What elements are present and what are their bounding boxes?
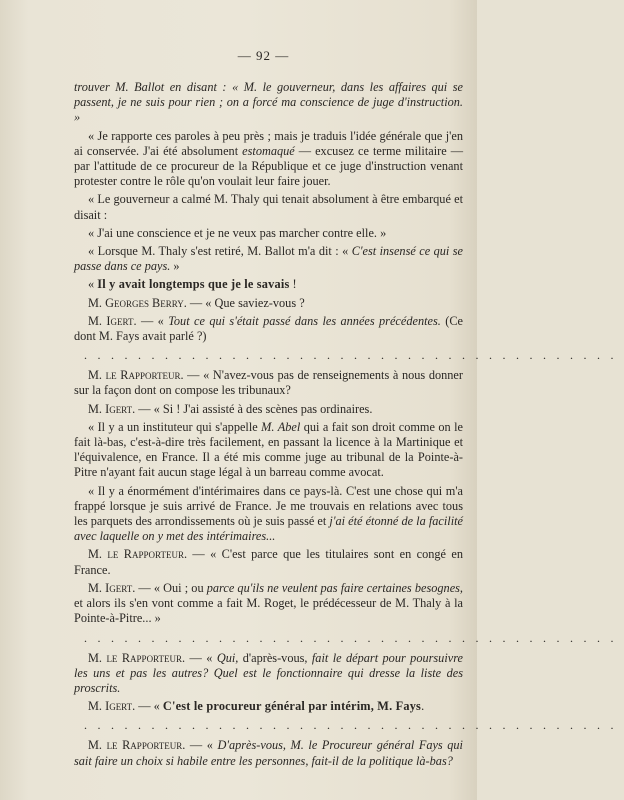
text-segment: parce qu'ils ne veulent pas faire certaines besognes, (206, 580, 464, 595)
text-segment: et alors ils s'en vont comme a fait M. Roget, le prédécesseur de M. Thaly à la Pointe-à-Pitre... » (74, 596, 463, 626)
paragraph (74, 651, 463, 697)
text-segment: Igert (105, 580, 133, 595)
text-segment: le Rapporteur (106, 650, 183, 665)
text-segment: Igert (105, 699, 133, 714)
text-segment: « Il y a énormément d'intérimaires dans ce pays-là. C'est une chose qui m'a frappé lorsque je suis arrivé de France. Je me trouvais en relations avec tous les parquets des arrondissements où je suis passé et (74, 483, 463, 529)
text-segment: C'est le procureur général par intérim, M. Fays (162, 699, 422, 714)
text-segment: . — « (132, 699, 163, 714)
paragraph (74, 402, 463, 417)
paragraph (74, 368, 463, 398)
text-segment: le Rapporteur (107, 547, 184, 562)
text-segment: . — « N'avez-vous pas de renseignements à nous donner sur la façon dont on compose les tribunaux? (74, 368, 463, 398)
paragraph (74, 80, 463, 126)
text-segment: . — « Que saviez-vous ? (183, 295, 305, 310)
text-segment: trouver M. Ballot en disant : (74, 80, 233, 94)
text-segment: » (170, 259, 180, 274)
paragraph (74, 484, 463, 545)
text-segment: j'ai été étonné de la facilité avec laquelle on y met des intérimaires... (74, 514, 463, 544)
text-segment: Il y avait longtemps que je le savais (97, 277, 290, 292)
paragraph (74, 296, 463, 311)
ellipsis-separator: ........................................ (84, 718, 624, 733)
text-segment: Tout ce qui s'était passé dans les années précédentes. (168, 313, 441, 328)
paragraph (74, 129, 463, 190)
text-segment: d'après-vous, (238, 650, 312, 665)
text-segment: qui a fait son droit comme on le fait là-bas, c'est-à-dire très facilement, en passant la licence à la Martinique et l'équivalence, en France. Il a été mis comme juge au tribunal de la Pointe-à-Pitre n'ayant fait aucun stage légal à un barreau comme avocat. (74, 419, 463, 480)
text-segment: M. Abel (261, 419, 301, 434)
text-segment: . — « (182, 650, 217, 665)
ellipsis-separator: ........................................ (84, 630, 624, 645)
paragraph (74, 314, 463, 344)
text-segment: fait le départ pour poursuivre les uns et pas les autres? Quel est le fonctionnaire qui dresse la liste des proscrits. (74, 650, 463, 695)
text-segment: « Lorsque M. Thaly s'est retiré, M. Ballot m'a dit : « (88, 244, 352, 259)
page-body (74, 80, 624, 769)
ellipsis-separator: ........................................ (84, 348, 624, 363)
text-segment: M. (88, 650, 107, 665)
paragraph (74, 226, 463, 241)
paragraph (74, 277, 463, 292)
text-segment: M. (88, 313, 107, 328)
text-segment: M. (88, 401, 106, 416)
text-segment: Igert (106, 313, 134, 328)
text-segment: D'après-vous, M. le Procureur général Fays qui sait faire un choix si habile entre les personnes, fait-il de la politique là-bas? (74, 738, 463, 768)
text-segment: M. (88, 699, 106, 714)
text-segment: . (421, 699, 425, 714)
paragraph (74, 699, 463, 714)
text-segment: . — « Oui ; ou (132, 580, 207, 595)
text-segment: M. (88, 295, 106, 310)
text-segment: Georges Berry (105, 295, 184, 310)
text-segment: . — « Si ! J'ai assisté à des scènes pas ordinaires. (132, 401, 373, 416)
text-segment: . — « (133, 313, 169, 328)
text-segment: estomaqué (242, 143, 295, 158)
text-segment: ! (289, 277, 297, 292)
text-segment: M. (88, 580, 106, 595)
page-number: — 92 — (237, 48, 290, 63)
text-segment: M. (88, 738, 107, 753)
paragraph (74, 738, 463, 768)
text-segment: Igert (105, 401, 133, 416)
text-segment: le Rapporteur (105, 368, 181, 383)
text-segment: le Rapporteur (106, 738, 183, 753)
text-segment: — excusez ce terme militaire — par l'attitude de ce procureur de la République et ce juge d'instruction venant protester contre le rôle qu'on voulait leur faire jouer. (74, 143, 463, 189)
text-segment: Qui, (216, 650, 239, 665)
text-segment: C'est insensé ce qui se passe dans ce pays. (74, 244, 463, 274)
text-segment: (Ce dont M. Fays avait parlé ?) (74, 313, 463, 344)
text-segment: . — « (182, 738, 218, 753)
text-segment: « Je rapporte ces paroles à peu près ; mais je traduis l'idée générale que j'en ai conservée. J'ai été absolument (74, 128, 463, 158)
text-segment: « (88, 277, 98, 292)
paragraph (74, 244, 463, 274)
text-segment: « Le gouverneur a calmé M. Thaly qui tenait absolument à être embarqué et disait : (74, 192, 463, 222)
text-segment: M. (88, 368, 106, 383)
text-segment: « Il y a un instituteur qui s'appelle (88, 419, 262, 434)
text-segment: « J'ai une conscience et je ne veux pas marcher contre elle. » (88, 225, 387, 240)
paragraph (74, 420, 463, 481)
paragraph (74, 192, 463, 222)
text-segment: « M. le gouverneur, dans les affaires qui se passent, je ne suis pour rien ; on a forcé ma conscience de juge d'instruction. » (74, 80, 463, 125)
text-segment: M. (88, 547, 108, 562)
paragraph (74, 547, 463, 577)
paragraph (74, 581, 463, 627)
text-segment: . — « C'est parce que les titulaires sont en congé en France. (74, 547, 463, 577)
